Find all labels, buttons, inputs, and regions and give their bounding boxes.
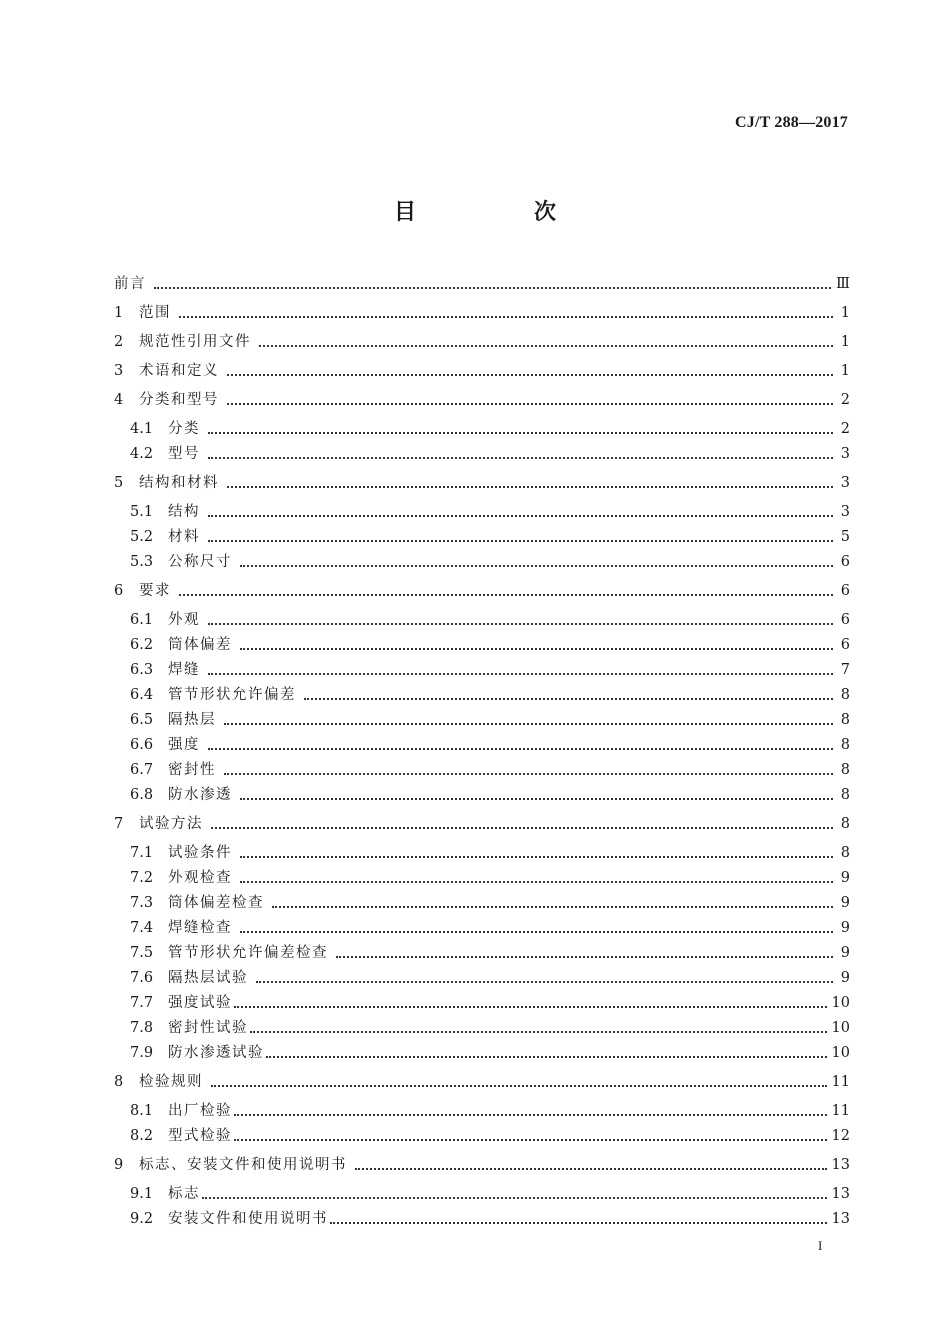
toc-entry[interactable] xyxy=(130,684,850,706)
toc-entry-page: 10 xyxy=(831,995,850,1011)
toc-entry-label: 外观检查 xyxy=(168,870,232,886)
toc-leader-dots xyxy=(336,956,833,958)
toc-leader-dots xyxy=(355,1168,827,1170)
toc-leader-dots xyxy=(272,906,833,908)
toc-leader-dots xyxy=(240,856,833,858)
toc-entry-number: 5.3 xyxy=(130,554,154,570)
toc-entry[interactable] xyxy=(130,1183,850,1205)
toc-entry-label: 防水渗透试验 xyxy=(168,1045,264,1061)
toc-entry-label: 焊缝检查 xyxy=(168,920,232,936)
toc-entry-number: 5.2 xyxy=(130,529,154,545)
toc-entry-number: 7.4 xyxy=(130,920,154,936)
toc-leader-dots xyxy=(179,594,833,596)
toc-leader-dots xyxy=(266,1056,827,1058)
toc-entry-page: 8 xyxy=(840,737,850,753)
toc-entry[interactable] xyxy=(130,867,850,889)
toc-entry-number: 6.8 xyxy=(130,787,154,803)
toc-entry-number: 6.7 xyxy=(130,762,154,778)
toc-leader-dots xyxy=(154,287,831,289)
toc-entry-number: 7.5 xyxy=(130,945,154,961)
toc-entry-page: 3 xyxy=(840,446,850,462)
toc-entry-label: 分类 xyxy=(168,421,200,437)
toc-entry-page: 9 xyxy=(840,870,850,886)
toc-entry-page: 1 xyxy=(840,363,850,379)
toc-leader-dots xyxy=(304,698,833,700)
toc-entry[interactable] xyxy=(130,609,850,631)
toc-entry[interactable] xyxy=(130,1208,850,1230)
toc-entry-number: 9.1 xyxy=(130,1186,154,1202)
toc-entry-page: 8 xyxy=(840,762,850,778)
toc-entry-label: 隔热层 xyxy=(168,712,216,728)
toc-entry-label: 强度 xyxy=(168,737,200,753)
toc-entry-page: Ⅲ xyxy=(836,276,850,292)
toc-entry-label: 前言 xyxy=(114,276,146,292)
toc-entry-label: 隔热层试验 xyxy=(168,970,248,986)
toc-entry-label: 结构 xyxy=(168,504,200,520)
toc-leader-dots xyxy=(179,316,833,318)
toc-entry-label: 公称尺寸 xyxy=(168,554,232,570)
toc-entry[interactable] xyxy=(114,813,850,835)
toc-entry[interactable] xyxy=(130,709,850,731)
toc-entry-label: 出厂检验 xyxy=(168,1103,232,1119)
toc-entry-label: 标志 xyxy=(168,1186,200,1202)
toc-entry-number: 4.1 xyxy=(130,421,154,437)
toc-entry-page: 6 xyxy=(840,612,850,628)
toc-entry-label: 范围 xyxy=(139,305,171,321)
toc-entry-page: 2 xyxy=(840,392,850,408)
toc-entry[interactable] xyxy=(130,634,850,656)
toc-entry-page: 12 xyxy=(831,1128,850,1144)
toc-entry[interactable] xyxy=(130,759,850,781)
toc-leader-dots xyxy=(250,1031,827,1033)
toc-entry-number: 6 xyxy=(114,583,124,599)
toc-entry[interactable] xyxy=(130,418,850,440)
toc-leader-dots xyxy=(208,748,833,750)
toc-entry-label: 试验方法 xyxy=(139,816,203,832)
toc-entry-label: 筒体偏差检查 xyxy=(168,895,264,911)
toc-entry-page: 13 xyxy=(831,1211,850,1227)
toc-leader-dots xyxy=(240,565,833,567)
toc-entry-page: 6 xyxy=(840,637,850,653)
toc-entry-page: 2 xyxy=(840,421,850,437)
standard-code: CJ/T 288—2017 xyxy=(735,114,848,131)
toc-leader-dots xyxy=(227,486,833,488)
toc-entry-page: 8 xyxy=(840,845,850,861)
toc-entry[interactable] xyxy=(130,892,850,914)
toc-entry-number: 6.5 xyxy=(130,712,154,728)
toc-entry-page: 6 xyxy=(840,554,850,570)
toc-entry[interactable] xyxy=(114,302,850,324)
toc-entry-label: 结构和材料 xyxy=(139,475,219,491)
toc-entry-page: 11 xyxy=(831,1103,850,1119)
toc-entry[interactable] xyxy=(114,331,850,353)
toc-entry-label: 材料 xyxy=(168,529,200,545)
toc-leader-dots xyxy=(208,515,833,517)
toc-entry-label: 管节形状允许偏差检查 xyxy=(168,945,328,961)
toc-entry-number: 6.6 xyxy=(130,737,154,753)
page-number: I xyxy=(818,1238,823,1253)
toc-entry[interactable] xyxy=(130,526,850,548)
toc-entry[interactable] xyxy=(130,942,850,964)
toc-entry-number: 7.8 xyxy=(130,1020,154,1036)
toc-entry-page: 9 xyxy=(840,945,850,961)
toc-entry-page: 8 xyxy=(840,787,850,803)
toc-entry-number: 5 xyxy=(114,475,124,491)
toc-leader-dots xyxy=(259,345,833,347)
toc-entry[interactable] xyxy=(130,1042,850,1064)
toc-entry-number: 6.4 xyxy=(130,687,154,703)
toc-entry[interactable] xyxy=(114,580,850,602)
toc-entry-number: 8.1 xyxy=(130,1103,154,1119)
toc-leader-dots xyxy=(234,1139,827,1141)
toc-entry-label: 规范性引用文件 xyxy=(139,334,251,350)
toc-entry-label: 试验条件 xyxy=(168,845,232,861)
toc-entry[interactable] xyxy=(130,917,850,939)
toc-leader-dots xyxy=(211,827,833,829)
toc-entry[interactable] xyxy=(130,443,850,465)
toc-leader-dots xyxy=(208,623,833,625)
toc-leader-dots xyxy=(202,1197,827,1199)
toc-leader-dots xyxy=(240,881,833,883)
toc-entry[interactable] xyxy=(130,501,850,523)
toc-entry-label: 焊缝 xyxy=(168,662,200,678)
toc-entry-number: 8.2 xyxy=(130,1128,154,1144)
toc-leader-dots xyxy=(234,1006,827,1008)
toc-entry[interactable] xyxy=(114,360,850,382)
toc-leader-dots xyxy=(208,457,833,459)
toc-leader-dots xyxy=(211,1085,827,1087)
toc-entry[interactable] xyxy=(130,1017,850,1039)
toc-leader-dots xyxy=(227,374,833,376)
toc-entry-number: 7.7 xyxy=(130,995,154,1011)
toc-entry-page: 11 xyxy=(831,1074,850,1090)
toc-entry-number: 7 xyxy=(114,816,124,832)
toc-entry-label: 密封性 xyxy=(168,762,216,778)
toc-entry-number: 1 xyxy=(114,305,124,321)
toc-entry-page: 7 xyxy=(840,662,850,678)
toc-entry-number: 9 xyxy=(114,1157,124,1173)
toc-entry[interactable] xyxy=(114,1154,850,1176)
toc-entry[interactable] xyxy=(114,472,850,494)
toc-entry-label: 标志、安装文件和使用说明书 xyxy=(139,1157,347,1173)
toc-entry[interactable] xyxy=(114,389,850,411)
toc-entry-page: 1 xyxy=(840,334,850,350)
toc-entry-label: 术语和定义 xyxy=(139,363,219,379)
toc-entry-number: 7.1 xyxy=(130,845,154,861)
toc-entry-page: 8 xyxy=(840,712,850,728)
toc-leader-dots xyxy=(240,648,833,650)
toc-entry[interactable] xyxy=(130,1125,850,1147)
toc-entry[interactable] xyxy=(130,842,850,864)
toc-entry-number: 7.6 xyxy=(130,970,154,986)
toc-leader-dots xyxy=(240,798,833,800)
page-title: 目 次 xyxy=(393,200,604,225)
toc-entry[interactable] xyxy=(130,551,850,573)
toc-entry-label: 强度试验 xyxy=(168,995,232,1011)
toc-leader-dots xyxy=(234,1114,827,1116)
toc-entry[interactable] xyxy=(114,273,850,295)
toc-entry-page: 10 xyxy=(831,1045,850,1061)
toc-entry-number: 2 xyxy=(114,334,124,350)
toc-entry-page: 10 xyxy=(831,1020,850,1036)
toc-entry-number: 6.1 xyxy=(130,612,154,628)
toc-entry[interactable] xyxy=(130,967,850,989)
toc-entry-number: 4 xyxy=(114,392,124,408)
toc-leader-dots xyxy=(256,981,833,983)
toc-entry-number: 9.2 xyxy=(130,1211,154,1227)
toc-entry-page: 9 xyxy=(840,920,850,936)
toc-entry-label: 型号 xyxy=(168,446,200,462)
toc-entry-label: 防水渗透 xyxy=(168,787,232,803)
toc-entry-label: 要求 xyxy=(139,583,171,599)
toc-entry[interactable] xyxy=(130,1100,850,1122)
toc-entry-label: 密封性试验 xyxy=(168,1020,248,1036)
toc-entry[interactable] xyxy=(130,734,850,756)
toc-entry[interactable] xyxy=(130,659,850,681)
toc-entry-number: 3 xyxy=(114,363,124,379)
toc-entry[interactable] xyxy=(130,784,850,806)
toc-entry-number: 6.3 xyxy=(130,662,154,678)
toc-entry-page: 6 xyxy=(840,583,850,599)
toc-leader-dots xyxy=(224,723,833,725)
toc-leader-dots xyxy=(208,432,833,434)
toc-entry-number: 6.2 xyxy=(130,637,154,653)
toc-entry-page: 8 xyxy=(840,687,850,703)
toc-entry-page: 1 xyxy=(840,305,850,321)
toc-entry-number: 7.9 xyxy=(130,1045,154,1061)
toc-entry-page: 13 xyxy=(831,1186,850,1202)
toc-entry-page: 9 xyxy=(840,970,850,986)
toc-entry-page: 9 xyxy=(840,895,850,911)
toc-leader-dots xyxy=(208,673,833,675)
toc-leader-dots xyxy=(227,403,833,405)
toc-entry-label: 检验规则 xyxy=(139,1074,203,1090)
toc-entry-label: 型式检验 xyxy=(168,1128,232,1144)
toc-entry-number: 8 xyxy=(114,1074,124,1090)
toc-entry-label: 筒体偏差 xyxy=(168,637,232,653)
toc-entry-number: 7.2 xyxy=(130,870,154,886)
toc-entry-page: 8 xyxy=(840,816,850,832)
toc-entry-number: 7.3 xyxy=(130,895,154,911)
toc-leader-dots xyxy=(208,540,833,542)
toc-entry-number: 4.2 xyxy=(130,446,154,462)
toc-entry-label: 管节形状允许偏差 xyxy=(168,687,296,703)
toc-leader-dots xyxy=(224,773,833,775)
toc-entry[interactable] xyxy=(130,992,850,1014)
toc-entry-number: 5.1 xyxy=(130,504,154,520)
toc-entry-page: 3 xyxy=(840,504,850,520)
toc-leader-dots xyxy=(240,931,833,933)
toc-entry-label: 外观 xyxy=(168,612,200,628)
toc-entry-label: 分类和型号 xyxy=(139,392,219,408)
toc-entry-page: 13 xyxy=(831,1157,850,1173)
toc-entry-page: 5 xyxy=(840,529,850,545)
toc-leader-dots xyxy=(330,1222,827,1224)
toc-entry[interactable] xyxy=(114,1071,850,1093)
toc-entry-page: 3 xyxy=(840,475,850,491)
toc-entry-label: 安装文件和使用说明书 xyxy=(168,1211,328,1227)
